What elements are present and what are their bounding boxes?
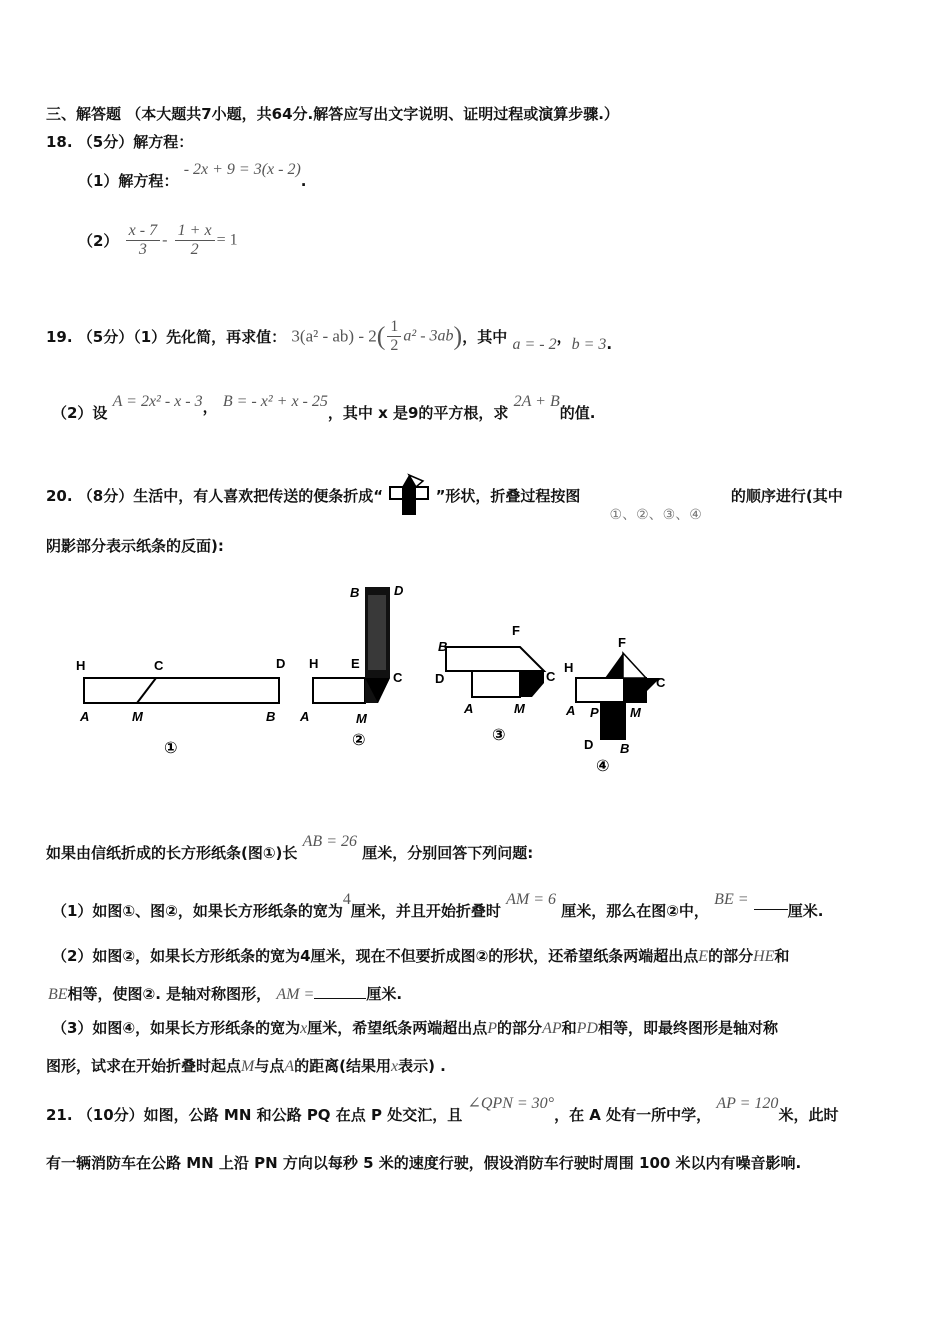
q19-cond-b: b = 3 (571, 336, 607, 353)
q20-heading-after: ”形状，折叠过程按图 (435, 487, 581, 505)
fig4-label-C: C (656, 675, 666, 690)
fig4-label-D: D (584, 737, 594, 752)
fig2-label-A: A (300, 709, 310, 724)
q20-s2-c: 和 (774, 947, 790, 965)
q20-s1-d: 厘米. (787, 902, 824, 920)
q19-part2: （2）设 A = 2x² - x - 3， B = - x² + x - 25，其中 x 是9的平方根，求 2A + B的值. (52, 393, 596, 422)
q19-half-num: 1 (387, 318, 401, 337)
q20-s3-c: 的部分 (497, 1019, 543, 1037)
fig1-label-A: A (80, 709, 90, 724)
fig2-label-M: M (356, 711, 367, 726)
q20-AB: AB = 26 (302, 833, 357, 850)
q19-half-fraction (387, 318, 401, 355)
q19-end: . (606, 335, 613, 353)
q20-s2-a: （2）如图②，如果长方形纸条的宽为4厘米，现在不但要折成图②的形状，还希望纸条两端超出点 (52, 947, 699, 965)
fig4-label-A: A (566, 703, 576, 718)
q20-s3-f: 图形，试求在开始折叠时起点 (46, 1057, 242, 1075)
q19-expr-b: a² - 3ab (403, 327, 454, 345)
q19-target: 2A + B (513, 393, 560, 410)
fig1-label-D: D (276, 656, 286, 671)
q19-part1 (46, 318, 612, 355)
q20-s2-HE: HE (753, 948, 775, 965)
fig3-number: ③ (492, 727, 506, 744)
q19-B-def: B = - x² + x - 25 (222, 393, 328, 410)
fig1-label-C: C (154, 658, 164, 673)
folded-note-icon (388, 473, 430, 515)
q20-s2-BE: BE (48, 986, 68, 1003)
q21-c: 米，此时 (778, 1106, 839, 1124)
q21-line1 (46, 1095, 839, 1124)
q20-s3-h: 的距离(结果用 (294, 1057, 391, 1075)
q19-half-den: 2 (390, 337, 399, 354)
fig1-label-M: M (132, 709, 143, 724)
q19-paren-close: ) (453, 321, 463, 351)
q20-s3-P: P (487, 1020, 498, 1037)
figure-2 (299, 583, 404, 749)
q20-s3-a: （3）如图④，如果长方形纸条的宽为 (52, 1019, 301, 1037)
fig3-label-B: B (438, 639, 448, 654)
q20-s1-AM: AM = 6 (506, 891, 556, 908)
fig3-label-D: D (435, 671, 445, 686)
figure-1 (76, 656, 285, 757)
q20-s1-a: （1）如图①、图②，如果长方形纸条的宽为 (52, 902, 343, 920)
q18-p2-label: （2） (78, 232, 119, 250)
q20-intro (46, 833, 534, 862)
q19-p2-end: 的值. (559, 404, 596, 422)
q20-s3-g: 与点 (254, 1057, 285, 1075)
q20-s3-b: 厘米，希望纸条两端超出点 (307, 1019, 488, 1037)
q19-comma: ， (556, 328, 572, 346)
q20-s3-AP: AP (542, 1020, 562, 1037)
fig3-label-M: M (514, 701, 525, 716)
q19-heading: 19. （5分）（1）先化简，再求值： (46, 328, 287, 346)
q18-p2-fraction1 (126, 222, 160, 259)
figure-3 (435, 623, 556, 744)
q18-part2 (78, 222, 238, 259)
fig4-label-H: H (564, 660, 574, 675)
fig4-number: ④ (596, 758, 610, 775)
q20-sub3-line2 (46, 1055, 446, 1076)
fig2-label-E: E (351, 656, 360, 671)
fig4-label-P: P (590, 705, 599, 720)
q20-heading: 20. （8分）生活中，有人喜欢把传送的便条折成“ (46, 487, 384, 505)
q20-sub1 (52, 891, 824, 920)
q20-s3-e: 相等，即最终图形是轴对称 (597, 1019, 778, 1037)
q20-s3-x2: x (391, 1058, 399, 1075)
fig1-label-H: H (76, 658, 86, 673)
fig3-label-C: C (546, 669, 556, 684)
q18-p1-end: . (300, 172, 307, 190)
figure-4 (564, 635, 666, 775)
q20-s2-b: 的部分 (708, 947, 754, 965)
q20-heading-end: 的顺序进行(其中 (730, 487, 843, 505)
fig2-label-D: D (394, 583, 404, 598)
q20-sub2-line2 (48, 983, 402, 1004)
q20-line2: 阴影部分表示纸条的反面): (46, 537, 224, 555)
fig3-label-A: A (464, 701, 474, 716)
fig4-label-F: F (618, 635, 626, 650)
q18-p2-num1: x - 7 (126, 222, 160, 241)
q20-s2-E: E (698, 948, 709, 965)
q20-s3-A: A (284, 1058, 295, 1075)
fig3-label-F: F (512, 623, 520, 638)
q20-s3-d: 和 (561, 1019, 577, 1037)
q18-p2-fraction2 (175, 222, 215, 259)
q19-expr-a: 3(a² - ab) - 2 (291, 326, 377, 346)
fig2-number: ② (352, 732, 366, 749)
fig2-label-B: B (350, 585, 360, 600)
q19-A-def: A = 2x² - x - 3 (112, 393, 203, 410)
q20-s1-width: 4 (342, 891, 351, 908)
q19-p2-label: （2）设 (52, 404, 108, 422)
q18-p2-rhs: = 1 (216, 231, 238, 249)
q18-p1-equation: - 2x + 9 = 3(x - 2) (183, 161, 301, 178)
fig1-number: ① (164, 740, 178, 757)
q18-p2-den1: 3 (138, 241, 147, 258)
folding-figures (60, 575, 700, 780)
q20-s1-c: 厘米，那么在图②中， (561, 902, 709, 920)
q20-intro-a: 如果由信纸折成的长方形纸条(图①)长 (46, 844, 298, 862)
q20-s2-AM: AM = (276, 986, 315, 1003)
q21-angle: ∠QPN = 30° (467, 1095, 555, 1112)
q20-s3-PD: PD (576, 1020, 598, 1037)
q20-s2-d: 相等，使图②. 是轴对称图形， (67, 985, 272, 1003)
q20-sub2-line1 (52, 945, 789, 966)
q20-s2-answer-blank[interactable] (314, 998, 366, 999)
q21-AP: AP = 120 (716, 1095, 779, 1112)
q20-order: ①、②、③、④ (609, 508, 702, 523)
q18-part1 (78, 161, 307, 191)
fig4-label-M: M (630, 705, 641, 720)
q21-a: 21. （10分）如图，公路 MN 和公路 PQ 在点 P 处交汇，且 (46, 1106, 463, 1124)
q20-s1-answer-blank[interactable] (754, 909, 788, 910)
q19-p2-mid: ，其中 x 是9的平方根，求 (327, 404, 509, 422)
fig1-label-B: B (266, 709, 276, 724)
fig2-label-C: C (393, 670, 403, 685)
q20-heading-line (46, 473, 843, 523)
q19-cond-a: a = - 2 (512, 336, 557, 353)
q20-s1-BE: BE = (714, 891, 749, 908)
q20-s3-x: x (300, 1020, 308, 1037)
fig2-label-H: H (309, 656, 319, 671)
q20-intro-b: 厘米，分别回答下列问题: (362, 844, 534, 862)
q19-paren-open: ( (376, 321, 386, 351)
q18-p2-den2: 2 (190, 241, 199, 258)
q20-s1-b: 厘米，并且开始折叠时 (350, 902, 501, 920)
q18-p2-minus: - (162, 231, 168, 249)
section-title: 三、解答题 （本大题共7小题，共64分.解答应写出文字说明、证明过程或演算步骤.） (46, 105, 619, 123)
fig4-label-B: B (620, 741, 630, 756)
q21-b: ，在 A 处有一所中学， (554, 1106, 712, 1124)
q20-sub3-line1 (52, 1017, 778, 1038)
q20-s3-i: 表示) . (398, 1057, 446, 1075)
q20-s3-M: M (241, 1058, 255, 1075)
q18-p1-label: （1）解方程： (78, 172, 179, 190)
q18-p2-num2: 1 + x (175, 222, 215, 241)
q18-heading: 18. （5分）解方程： (46, 133, 194, 151)
q19-mid: ，其中 (462, 328, 508, 346)
q21-line2: 有一辆消防车在公路 MN 上沿 PN 方向以每秒 5 米的速度行驶，假设消防车行驶时周围 100 米以内有噪音影响. (46, 1154, 802, 1172)
q20-s2-e: 厘米. (366, 985, 403, 1003)
